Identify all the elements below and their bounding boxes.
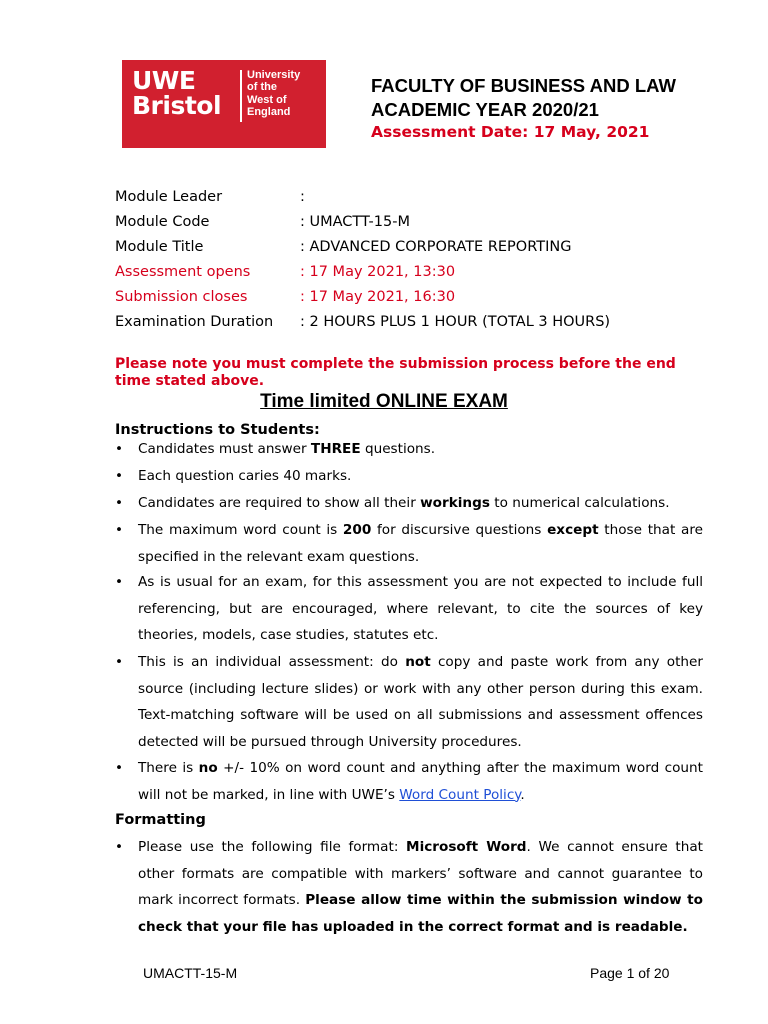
footer-page-number: Page 1 of 20 xyxy=(590,965,670,981)
bullet-icon: • xyxy=(115,654,124,670)
bullet-icon: • xyxy=(115,760,124,776)
detail-row xyxy=(115,237,572,257)
faculty-title: FACULTY OF BUSINESS AND LAW xyxy=(371,75,676,96)
detail-value: : 17 May 2021, 16:30 xyxy=(300,289,456,305)
bullet-icon: • xyxy=(115,839,124,855)
logo-line-1: UWE xyxy=(132,66,196,95)
footer-module-code: UMACTT-15-M xyxy=(143,965,238,981)
detail-label: Examination Duration xyxy=(115,314,274,330)
instruction-item: • The maximum word count is 200 for discursive questions except those that are specified in the relevant exam questions. xyxy=(115,517,703,570)
instruction-item: • There is no +/- 10% on word count and anything after the maximum word count will not be marked, in line with UWE’s Word Count Policy. xyxy=(115,755,703,808)
detail-label: Submission closes xyxy=(115,289,248,305)
detail-value: : 17 May 2021, 13:30 xyxy=(300,264,456,280)
academic-year: ACADEMIC YEAR 2020/21 xyxy=(371,99,599,120)
detail-value: : ADVANCED CORPORATE REPORTING xyxy=(300,239,572,255)
bullet-icon: • xyxy=(115,495,124,511)
bullet-icon: • xyxy=(115,522,124,538)
detail-row xyxy=(115,287,456,307)
instruction-item: • As is usual for an exam, for this assessment you are not expected to include full referencing, but are encouraged, where relevant, to cite the sources of key theories, models, case studies, statutes etc. xyxy=(115,569,703,649)
instruction-item: • Each question caries 40 marks. xyxy=(115,463,703,490)
detail-row xyxy=(115,262,456,282)
instruction-item: • Candidates must answer THREE questions. xyxy=(115,436,703,463)
bullet-icon: • xyxy=(115,574,124,590)
logo-university-name: University of the West of England xyxy=(247,69,301,119)
logo-divider xyxy=(240,70,242,122)
detail-row xyxy=(115,187,305,207)
detail-value: : xyxy=(300,189,305,205)
formatting-heading: Formatting xyxy=(115,812,206,828)
word-count-policy-link[interactable]: Word Count Policy xyxy=(399,786,521,803)
detail-label: Assessment opens xyxy=(115,264,251,280)
detail-label: Module Leader xyxy=(115,189,223,205)
bullet-icon: • xyxy=(115,468,124,484)
detail-row xyxy=(115,312,611,332)
detail-value: : 2 HOURS PLUS 1 HOUR (TOTAL 3 HOURS) xyxy=(300,314,611,330)
detail-label: Module Title xyxy=(115,239,204,255)
detail-label: Module Code xyxy=(115,214,210,230)
instruction-item: • Candidates are required to show all their workings to numerical calculations. xyxy=(115,490,703,517)
submission-note: Please note you must complete the submission process before the end time stated above. xyxy=(115,356,676,389)
logo-line-2: Bristol xyxy=(132,91,222,120)
uwe-bristol-logo xyxy=(122,60,326,148)
detail-value: : UMACTT-15-M xyxy=(300,214,410,230)
exam-title: Time limited ONLINE EXAM xyxy=(260,391,508,412)
instruction-item: • This is an individual assessment: do not copy and paste work from any other source (including lecture slides) or work with any other person during this exam. Text-matching software will be used on all submissions and assessment offences detected will be pursued through University procedures. xyxy=(115,649,703,756)
instructions-heading: Instructions to Students: xyxy=(115,422,320,438)
assessment-date: Assessment Date: 17 May, 2021 xyxy=(371,123,650,141)
detail-row xyxy=(115,212,410,232)
formatting-item: • Please use the following file format: Microsoft Word. We cannot ensure that other formats are compatible with markers’ software and cannot guarantee to mark incorrect formats. Please allow time within the submission window to check that your file has uploaded in the correct format and is readable. xyxy=(115,834,703,941)
bullet-icon: • xyxy=(115,441,124,457)
